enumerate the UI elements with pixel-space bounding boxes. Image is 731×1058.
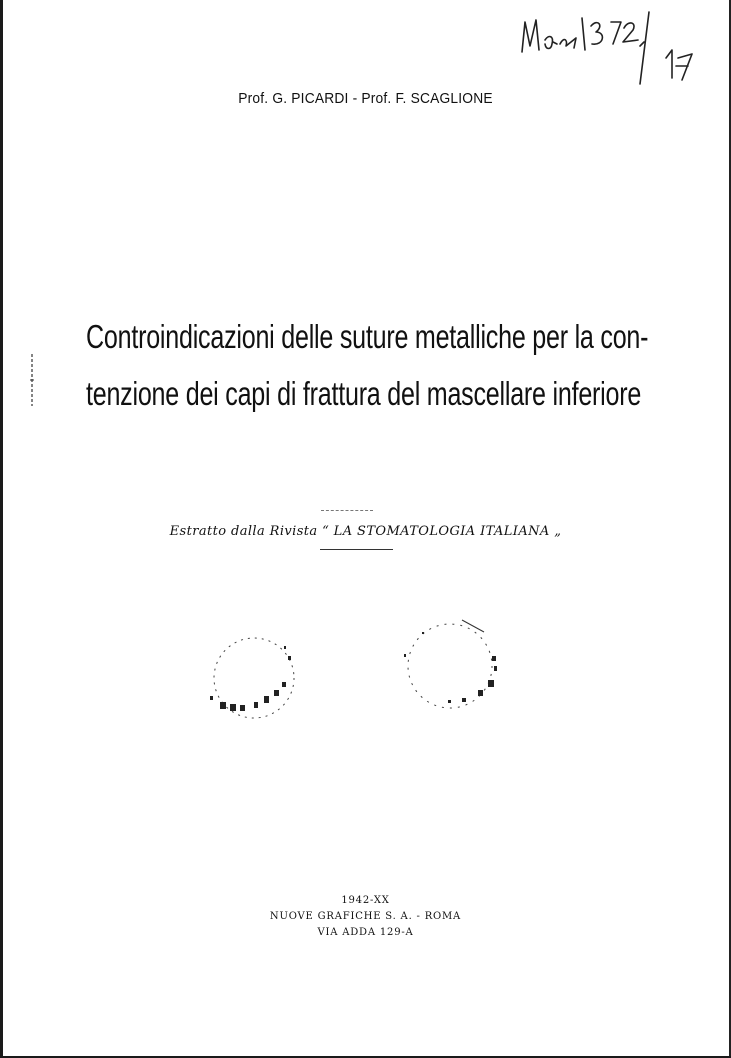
authors-line: Prof. G. PICARDI - Prof. F. SCAGLIONE — [238, 90, 493, 107]
title-line-1: Controindicazioni delle suture metalliche per la con- — [86, 318, 649, 355]
library-stamp-left — [196, 626, 306, 726]
extract-rule — [320, 549, 393, 550]
imprint-year: 1942-XX — [341, 895, 390, 906]
imprint-block — [0, 893, 731, 941]
library-stamp-right — [392, 610, 512, 714]
title-line-2: tenzione dei capi di frattura del mascellare inferiore — [86, 375, 642, 412]
margin-binding-mark — [29, 352, 35, 408]
extract-rule-top — [321, 510, 373, 511]
imprint-address: VIA ADDA 129-A — [317, 927, 414, 938]
extract-note: Estratto dalla Rivista “ LA STOMATOLOGIA ITALIANA „ — [169, 524, 562, 539]
document-title — [86, 308, 649, 422]
handwritten-archive-note — [516, 6, 716, 90]
imprint-publisher: NUOVE GRAFICHE S. A. - ROMA — [269, 911, 462, 922]
